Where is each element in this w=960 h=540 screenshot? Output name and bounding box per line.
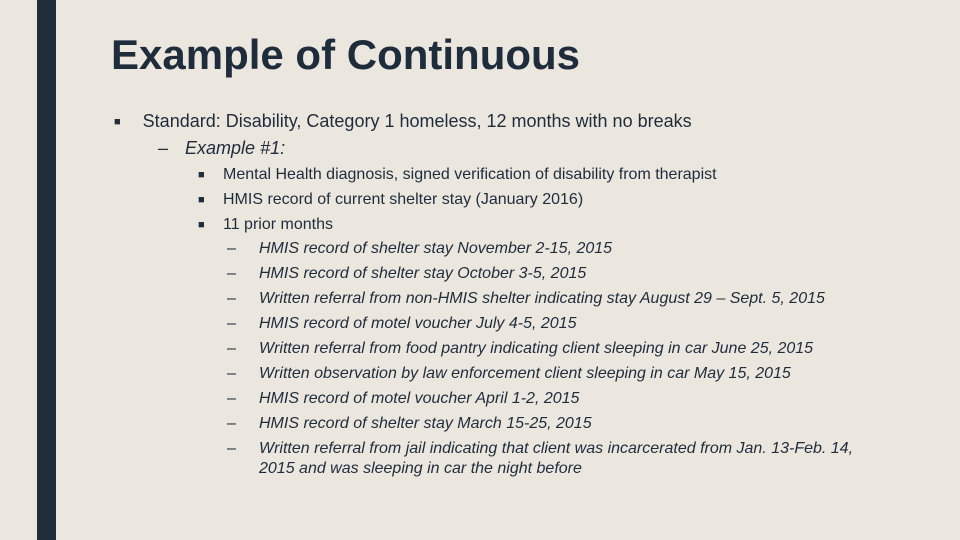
dash-bullet-icon: – xyxy=(227,390,236,407)
list-item-text: HMIS record of current shelter stay (January 2016) xyxy=(223,191,584,208)
list-item-text: Written referral from jail indicating that client was incarcerated from Jan. 13-Feb. 14, 2015 and was sleeping in car the night before xyxy=(259,440,854,477)
dash-bullet-icon: – xyxy=(227,240,236,257)
bullet-standard xyxy=(114,110,692,135)
left-accent-bar xyxy=(37,0,56,540)
list-item xyxy=(227,439,869,479)
dash-bullet-icon: – xyxy=(158,138,169,158)
list-item xyxy=(227,414,927,439)
evidence-list xyxy=(198,164,938,239)
dash-bullet-icon: – xyxy=(227,440,236,457)
square-bullet-icon: ■ xyxy=(198,169,205,181)
list-item xyxy=(198,164,938,189)
list-item xyxy=(227,339,927,364)
list-item-text: HMIS record of shelter stay March 15-25, 2015 xyxy=(259,415,592,432)
slide-title: Example of Continuous xyxy=(111,31,581,78)
list-item-text: Mental Health diagnosis, signed verification of disability from therapist xyxy=(223,166,717,183)
list-item-text: HMIS record of shelter stay November 2-15, 2015 xyxy=(259,240,613,257)
list-item-text: Written referral from non-HMIS shelter indicating stay August 29 – Sept. 5, 2015 xyxy=(259,290,825,307)
list-item xyxy=(227,239,927,264)
list-item-text: 11 prior months xyxy=(223,216,333,233)
list-item xyxy=(227,364,927,389)
list-item-text: HMIS record of shelter stay October 3-5, 2015 xyxy=(259,265,587,282)
list-item xyxy=(227,289,927,314)
dash-bullet-icon: – xyxy=(227,415,236,432)
prior-months-list xyxy=(227,239,927,479)
bullet-example-text: Example #1: xyxy=(185,138,286,158)
list-item-text: HMIS record of motel voucher April 1-2, 2015 xyxy=(259,390,580,407)
list-item-text: Written observation by law enforcement client sleeping in car May 15, 2015 xyxy=(259,365,791,382)
list-item xyxy=(198,214,938,239)
dash-bullet-icon: – xyxy=(227,315,236,332)
dash-bullet-icon: – xyxy=(227,365,236,382)
bullet-example xyxy=(158,137,285,159)
list-item xyxy=(227,389,927,414)
list-item xyxy=(227,314,927,339)
square-bullet-icon: ■ xyxy=(114,116,121,128)
square-bullet-icon: ■ xyxy=(198,194,205,206)
list-item-text: Written referral from food pantry indicating client sleeping in car June 25, 2015 xyxy=(259,340,814,357)
bullet-standard-text: Standard: Disability, Category 1 homeless, 12 months with no breaks xyxy=(142,111,692,131)
list-item xyxy=(227,264,927,289)
dash-bullet-icon: – xyxy=(227,340,236,357)
dash-bullet-icon: – xyxy=(227,290,236,307)
square-bullet-icon: ■ xyxy=(198,219,205,231)
list-item-text: HMIS record of motel voucher July 4-5, 2015 xyxy=(259,315,577,332)
list-item xyxy=(198,189,938,214)
dash-bullet-icon: – xyxy=(227,265,236,282)
